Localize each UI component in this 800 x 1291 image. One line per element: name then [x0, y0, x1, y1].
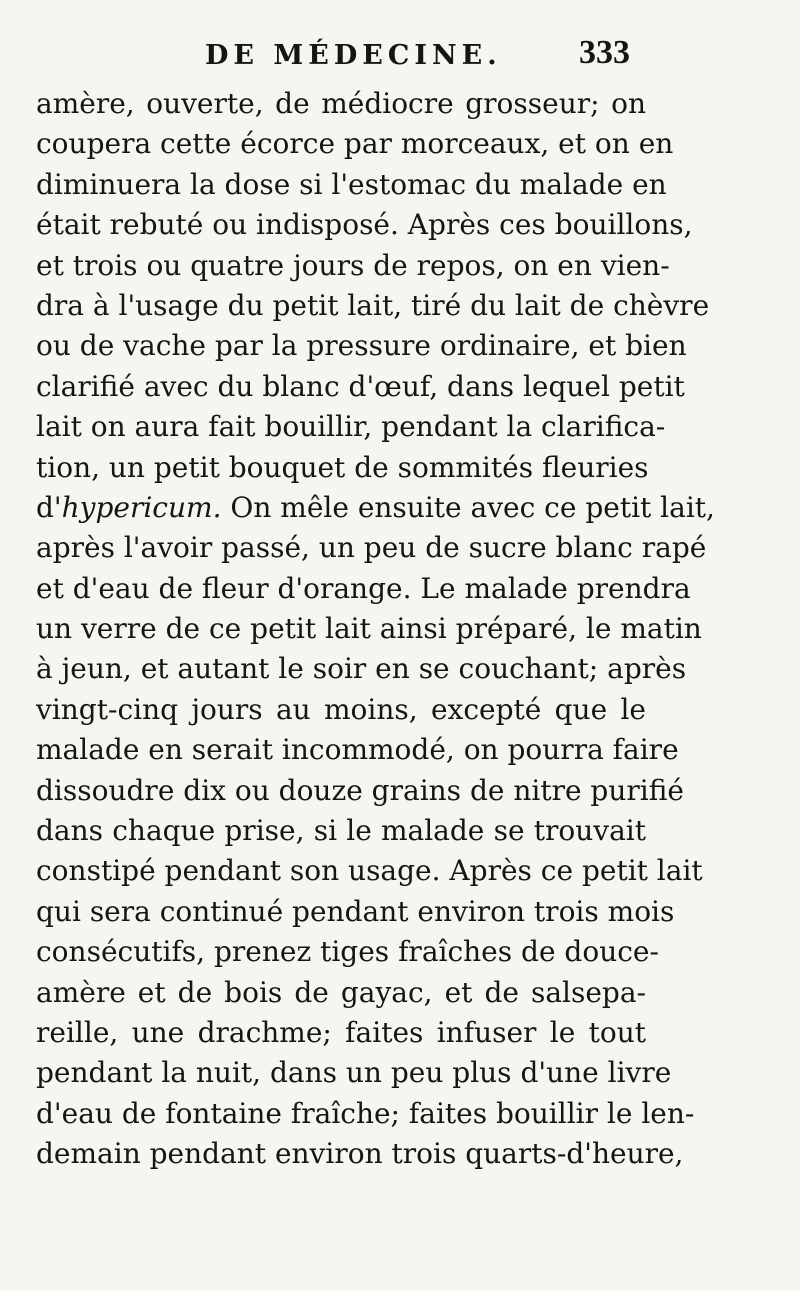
text-line: dans chaque prise, si le malade se trouvait: [36, 814, 646, 848]
text-line: après l'avoir passé, un peu de sucre blanc rapé: [36, 531, 707, 565]
text-line: et trois ou quatre jours de repos, on en vien-: [36, 248, 670, 282]
text-line: à jeun, et autant le soir en se couchant; après: [36, 652, 687, 686]
text-line: qui sera continué pendant environ trois mois: [36, 894, 675, 928]
text-line-with-italic: [36, 488, 715, 528]
text-line: reille, une drachme; faites infuser le tout: [36, 1015, 646, 1049]
text-line: pendant la nuit, dans un peu plus d'une livre: [36, 1056, 672, 1090]
text-line: d'eau de fontaine fraîche; faites bouillir le len-: [36, 1096, 695, 1130]
text-line: demain pendant environ trois quarts-d'heure,: [36, 1137, 684, 1171]
italic-term: hypericum.: [61, 490, 222, 524]
text-line: consécutifs, prenez tiges fraîches de douce-: [36, 935, 659, 969]
text-line: ou de vache par la pressure ordinaire, et bien: [36, 329, 687, 363]
text-line: un verre de ce petit lait ainsi préparé, le matin: [36, 612, 702, 646]
text-line: et d'eau de fleur d'orange. Le malade prendra: [36, 571, 691, 605]
text-line: clarifié avec du blanc d'œuf, dans lequel petit: [36, 369, 685, 403]
text-line: lait on aura fait bouillir, pendant la clarifica-: [36, 410, 666, 444]
page-header: [0, 30, 800, 80]
italic-line-prefix: d': [36, 490, 62, 524]
text-line: était rebuté ou indisposé. Après ces bouillons,: [36, 208, 693, 242]
text-line: vingt-cinq jours au moins, excepté que le: [36, 692, 646, 726]
text-line: coupera cette écorce par morceaux, et on en: [36, 127, 674, 161]
text-line: constipé pendant son usage. Après ce petit lait: [36, 854, 703, 888]
text-line: tion, un petit bouquet de sommités fleuries: [36, 450, 649, 484]
text-line: malade en serait incommodé, on pourra faire: [36, 733, 679, 767]
text-line: diminuera la dose si l'estomac du malade en: [36, 167, 667, 201]
text-line: dra à l'usage du petit lait, tiré du lait de chèvre: [36, 288, 710, 322]
text-line: amère et de bois de gayac, et de salsepa-: [36, 975, 646, 1009]
page-number: 333: [579, 34, 630, 71]
italic-line-suffix: On mêle ensuite avec ce petit lait,: [221, 490, 715, 524]
body-text: [36, 84, 715, 1175]
text-line: amère, ouverte, de médiocre grosseur; on: [36, 87, 646, 120]
running-head: DE MÉDECINE.: [205, 40, 502, 71]
text-line: dissoudre dix ou douze grains de nitre purifié: [36, 773, 684, 807]
